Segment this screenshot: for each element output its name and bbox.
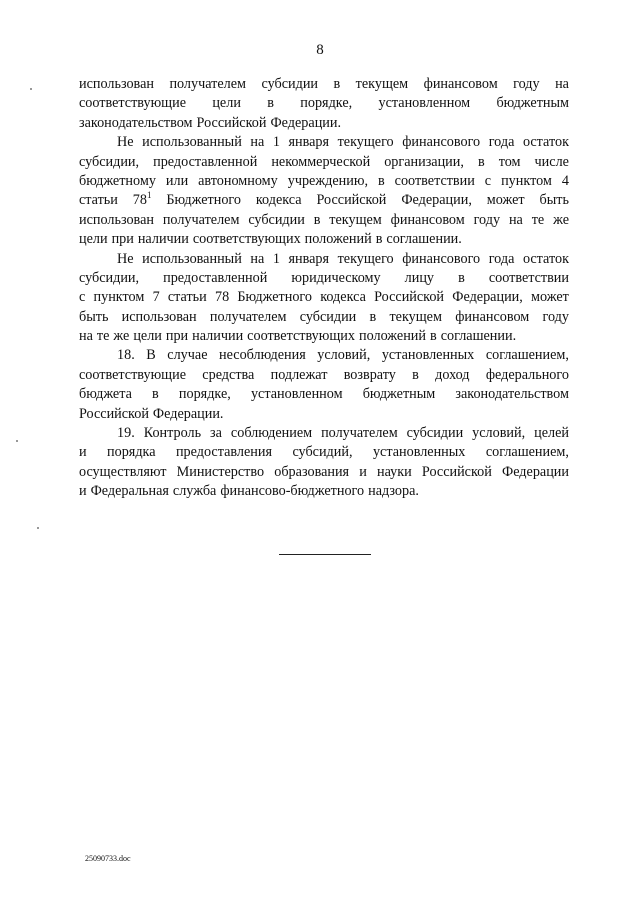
word: те <box>531 211 545 228</box>
word: предоставленной <box>153 153 258 170</box>
word: году <box>473 211 501 228</box>
word: соблюдением <box>230 425 313 442</box>
word: соглашении. <box>440 328 517 345</box>
word: пунктом <box>93 289 145 306</box>
word: может <box>531 289 569 306</box>
word: соответствующие <box>79 95 187 112</box>
word: при <box>111 231 134 248</box>
paragraph <box>79 75 569 133</box>
word: в <box>333 76 341 92</box>
word: Федерации, <box>401 192 472 209</box>
word: осуществляют <box>79 463 167 480</box>
word: субсидии <box>299 308 357 325</box>
word: получателем <box>321 425 398 442</box>
word: и <box>79 483 87 500</box>
word: образования <box>274 463 350 480</box>
word: может <box>486 192 525 209</box>
text-line <box>79 308 569 327</box>
word: финансовом <box>390 211 465 228</box>
word: доход <box>435 366 470 383</box>
word: цели <box>133 328 162 345</box>
word: Федеральная <box>90 483 169 500</box>
word: федерального <box>485 366 569 383</box>
text-line <box>79 133 569 152</box>
word: на <box>555 76 569 92</box>
word: в <box>152 386 159 403</box>
word: автономному <box>198 172 278 189</box>
word: остаток <box>522 250 569 267</box>
word: условий, <box>317 347 371 364</box>
word: Федерации. <box>270 114 342 131</box>
word: субсидии <box>406 425 464 442</box>
word: быть <box>79 308 109 325</box>
word: января <box>288 250 330 267</box>
word: финансовом <box>423 76 498 92</box>
word: установленном <box>250 386 343 403</box>
word: законодательством <box>79 114 193 131</box>
word: учреждению, <box>287 172 369 189</box>
word: организации, <box>384 153 464 170</box>
word: в <box>267 95 274 112</box>
text-line <box>79 482 569 501</box>
word: в <box>412 366 419 383</box>
word: соглашением, <box>485 347 569 364</box>
text-line <box>79 288 569 307</box>
text-line <box>79 385 569 404</box>
word: соответствующие <box>79 366 187 383</box>
word: В <box>146 347 156 364</box>
word: цели <box>79 231 108 248</box>
word: 78 <box>214 289 230 306</box>
paragraph <box>79 346 569 424</box>
word: Бюджетного <box>166 192 241 209</box>
word: случае <box>167 347 208 364</box>
word: науки <box>377 463 412 480</box>
word: в <box>477 153 485 170</box>
word: на <box>508 211 523 228</box>
word: использован <box>79 76 154 92</box>
word: Федерации <box>501 463 569 480</box>
word: соответствующих <box>192 231 301 248</box>
word: на <box>79 328 93 345</box>
word: установленных <box>372 444 466 461</box>
word: кодекса <box>320 289 366 306</box>
document-body <box>79 75 569 502</box>
word: бюджетным <box>362 386 436 403</box>
word: том <box>498 153 521 170</box>
word: текущем <box>389 308 442 325</box>
word: лицу <box>404 269 435 286</box>
word: пунктом <box>501 172 552 189</box>
word: предоставленной <box>163 269 268 286</box>
word: в <box>313 211 321 228</box>
word: юридическому <box>291 269 381 286</box>
word: служба <box>172 483 217 500</box>
word: числе <box>534 153 569 170</box>
word: предоставления <box>175 444 272 461</box>
word: с <box>79 289 86 306</box>
word: в <box>375 231 383 248</box>
word: Федерации, <box>452 289 523 306</box>
word: субсидий, <box>292 444 353 461</box>
word: в <box>377 172 385 189</box>
word: условий, <box>472 425 526 442</box>
word: и <box>79 444 87 461</box>
word: на <box>250 134 265 151</box>
word: Российской <box>316 192 387 209</box>
word: $78^1$ <box>132 190 152 209</box>
text-line <box>79 366 569 385</box>
word: несоблюдения <box>219 347 306 364</box>
word: же <box>113 328 130 345</box>
word: или <box>165 172 189 189</box>
word: использован <box>79 211 154 228</box>
word: финансовом <box>455 308 530 325</box>
word: наличии <box>137 231 189 248</box>
word: финансового <box>402 134 481 151</box>
word: статьи <box>167 289 207 306</box>
scan-speck <box>37 527 39 529</box>
word: некоммерческой <box>271 153 371 170</box>
word: соответствии <box>394 172 475 189</box>
word: подлежат <box>270 366 328 383</box>
text-line <box>79 463 569 482</box>
word: порядка <box>107 444 156 461</box>
word: соглашением, <box>485 444 569 461</box>
text-line <box>79 211 569 230</box>
text-line <box>79 94 569 113</box>
word: финансового <box>402 250 481 267</box>
word: те <box>96 328 110 345</box>
end-divider <box>279 554 371 555</box>
word: с <box>484 172 492 189</box>
word: субсидии, <box>79 269 140 286</box>
word: возврату <box>343 366 396 383</box>
word: установленном <box>378 95 471 112</box>
word: Контроль <box>143 425 202 442</box>
word: года <box>488 250 515 267</box>
paragraph <box>79 250 569 347</box>
word: Не <box>117 250 134 267</box>
word: Бюджетного <box>237 289 312 306</box>
word: порядке, <box>300 95 353 112</box>
text-line <box>79 153 569 172</box>
word: использованный <box>142 250 242 267</box>
word: остаток <box>522 134 569 151</box>
word: текущем <box>355 76 409 92</box>
word: положений <box>304 231 372 248</box>
word: кодекса <box>255 192 302 209</box>
word: 19. <box>117 425 135 442</box>
word: использованный <box>142 134 242 151</box>
word: Российской <box>79 405 149 422</box>
word: в <box>458 269 465 286</box>
word: бюджета <box>79 386 132 403</box>
word: законодательством <box>455 386 569 403</box>
word: цели <box>212 95 241 112</box>
word: средства <box>202 366 255 383</box>
scan-speck <box>16 440 18 442</box>
word: января <box>288 134 330 151</box>
word: получателем <box>169 76 247 92</box>
text-line <box>79 250 569 269</box>
word: субсидии <box>248 211 305 228</box>
word: 1 <box>272 250 280 267</box>
text-line <box>79 172 569 191</box>
word: положений <box>358 328 426 345</box>
word: 1 <box>272 134 280 151</box>
word: текущем <box>329 211 382 228</box>
word: текущего <box>337 134 394 151</box>
word: 4 <box>561 172 569 189</box>
word: использован <box>121 308 197 325</box>
word: в <box>369 308 377 325</box>
word: быть <box>539 192 569 209</box>
word: текущего <box>337 250 394 267</box>
word: Федерации. <box>152 405 224 422</box>
page-number: 8 <box>316 42 324 58</box>
word: году <box>513 76 540 92</box>
word: 18. <box>117 347 135 364</box>
word: же <box>553 211 569 228</box>
word: порядке, <box>178 386 231 403</box>
word: Российской <box>421 463 492 480</box>
text-line <box>79 114 569 133</box>
word: и <box>359 463 367 480</box>
word: установленных <box>381 347 475 364</box>
word: получателем <box>209 308 287 325</box>
word: субсидии, <box>79 153 140 170</box>
word: соответствии <box>488 269 569 286</box>
word: на <box>250 250 265 267</box>
scan-speck <box>30 88 32 90</box>
word: целей <box>534 425 569 442</box>
word: соответствующих <box>247 328 355 345</box>
text-line <box>79 405 569 424</box>
text-line <box>79 269 569 288</box>
word: за <box>210 425 222 442</box>
word: наличии <box>192 328 244 345</box>
word: года <box>488 134 515 151</box>
footer-filename: 25090733.doc <box>85 854 131 863</box>
text-line <box>79 327 569 346</box>
word: финансово-бюджетного <box>220 483 365 500</box>
word: в <box>430 328 437 345</box>
word: статьи <box>79 192 118 209</box>
word: Российской <box>374 289 445 306</box>
text-line <box>79 346 569 365</box>
word: субсидии <box>261 76 319 92</box>
text-line <box>79 230 569 249</box>
word: Министерство <box>176 463 265 480</box>
word: надзора. <box>368 483 419 500</box>
text-line <box>79 424 569 443</box>
word: году <box>542 308 569 325</box>
text-line <box>79 443 569 462</box>
paragraph <box>79 424 569 502</box>
text-line <box>79 191 569 210</box>
word: соглашении. <box>386 231 462 248</box>
word: Российской <box>196 114 267 131</box>
word: бюджетному <box>79 172 156 189</box>
word: при <box>165 328 189 345</box>
word: 7 <box>152 289 160 306</box>
word: получателем <box>162 211 240 228</box>
word: Не <box>117 134 134 151</box>
text-line <box>79 75 569 94</box>
word: бюджетным <box>496 95 569 112</box>
paragraph <box>79 133 569 249</box>
